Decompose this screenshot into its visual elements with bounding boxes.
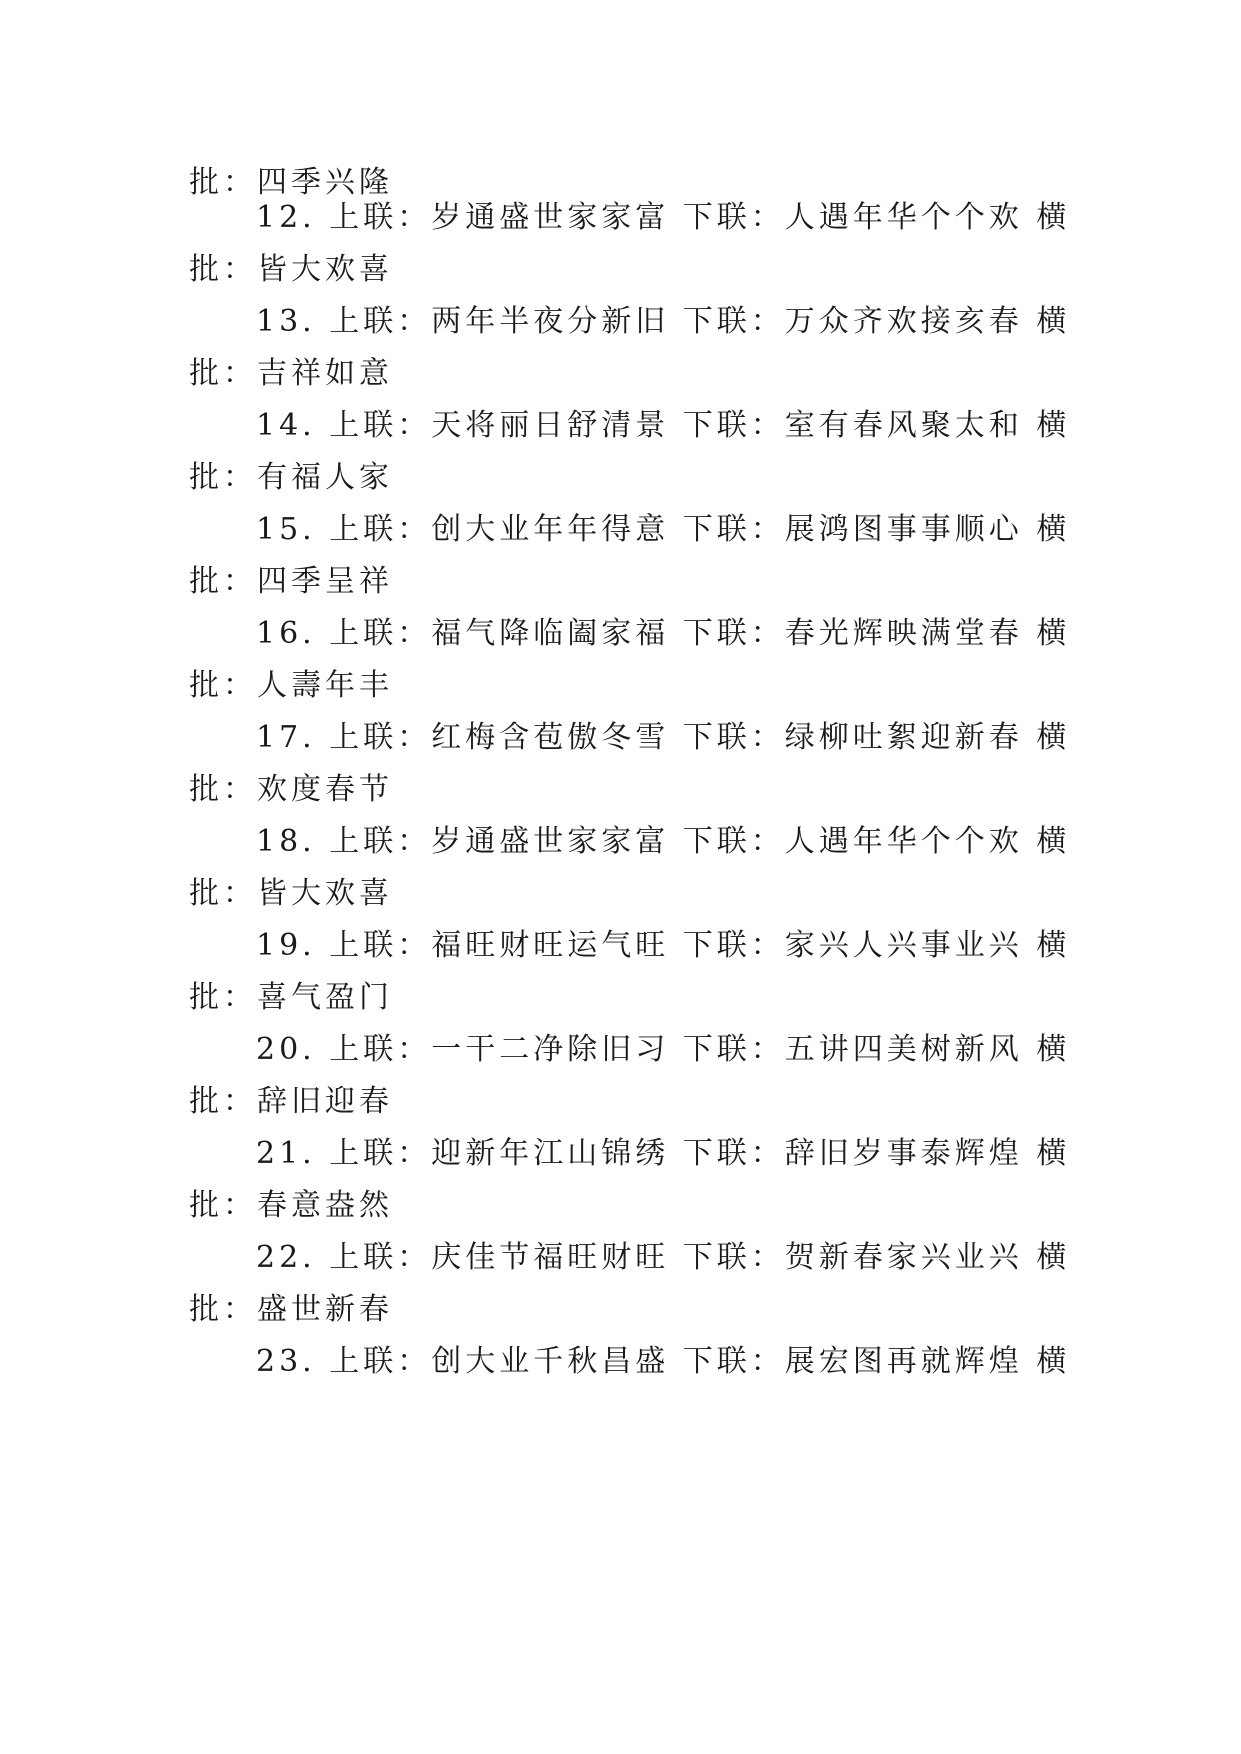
couplet-line: 批：人壽年丰 <box>189 668 393 703</box>
couplet-line: 21. 上联：迎新年江山锦绣 下联：辞旧岁事泰辉煌 横 <box>256 1136 1071 1171</box>
couplet-line: 13. 上联：两年半夜分新旧 下联：万众齐欢接亥春 横 <box>256 304 1071 339</box>
couplet-line: 批：欢度春节 <box>189 772 393 807</box>
couplet-line: 19. 上联：福旺财旺运气旺 下联：家兴人兴事业兴 横 <box>256 928 1071 963</box>
couplet-line: 批：吉祥如意 <box>189 356 393 391</box>
couplet-line: 批：有福人家 <box>189 460 393 495</box>
couplet-line: 23. 上联：创大业千秋昌盛 下联：展宏图再就辉煌 横 <box>256 1344 1071 1379</box>
couplet-line: 批：皆大欢喜 <box>189 252 393 287</box>
couplet-line: 18. 上联：岁通盛世家家富 下联：人遇年华个个欢 横 <box>256 824 1071 859</box>
couplet-line: 批：盛世新春 <box>189 1292 393 1327</box>
couplet-line: 批：喜气盈门 <box>189 980 393 1015</box>
couplet-line: 批：皆大欢喜 <box>189 876 393 911</box>
couplet-line: 20. 上联：一干二净除旧习 下联：五讲四美树新风 横 <box>256 1032 1071 1067</box>
couplet-line: 15. 上联：创大业年年得意 下联：展鸿图事事顺心 横 <box>256 512 1071 547</box>
couplet-line: 批：四季呈祥 <box>189 564 393 599</box>
couplet-line: 17. 上联：红梅含苞傲冬雪 下联：绿柳吐絮迎新春 横 <box>256 720 1071 755</box>
couplet-line: 12. 上联：岁通盛世家家富 下联：人遇年华个个欢 横 <box>256 200 1071 235</box>
couplet-line: 14. 上联：天将丽日舒清景 下联：室有春风聚太和 横 <box>256 408 1071 443</box>
couplet-line: 22. 上联：庆佳节福旺财旺 下联：贺新春家兴业兴 横 <box>256 1240 1071 1275</box>
couplet-line: 批：四季兴隆 <box>189 165 393 200</box>
couplet-line: 批：辞旧迎春 <box>189 1084 393 1119</box>
couplet-line: 批：春意盎然 <box>189 1188 393 1223</box>
couplet-line: 16. 上联：福气降临阖家福 下联：春光辉映满堂春 横 <box>256 616 1071 651</box>
